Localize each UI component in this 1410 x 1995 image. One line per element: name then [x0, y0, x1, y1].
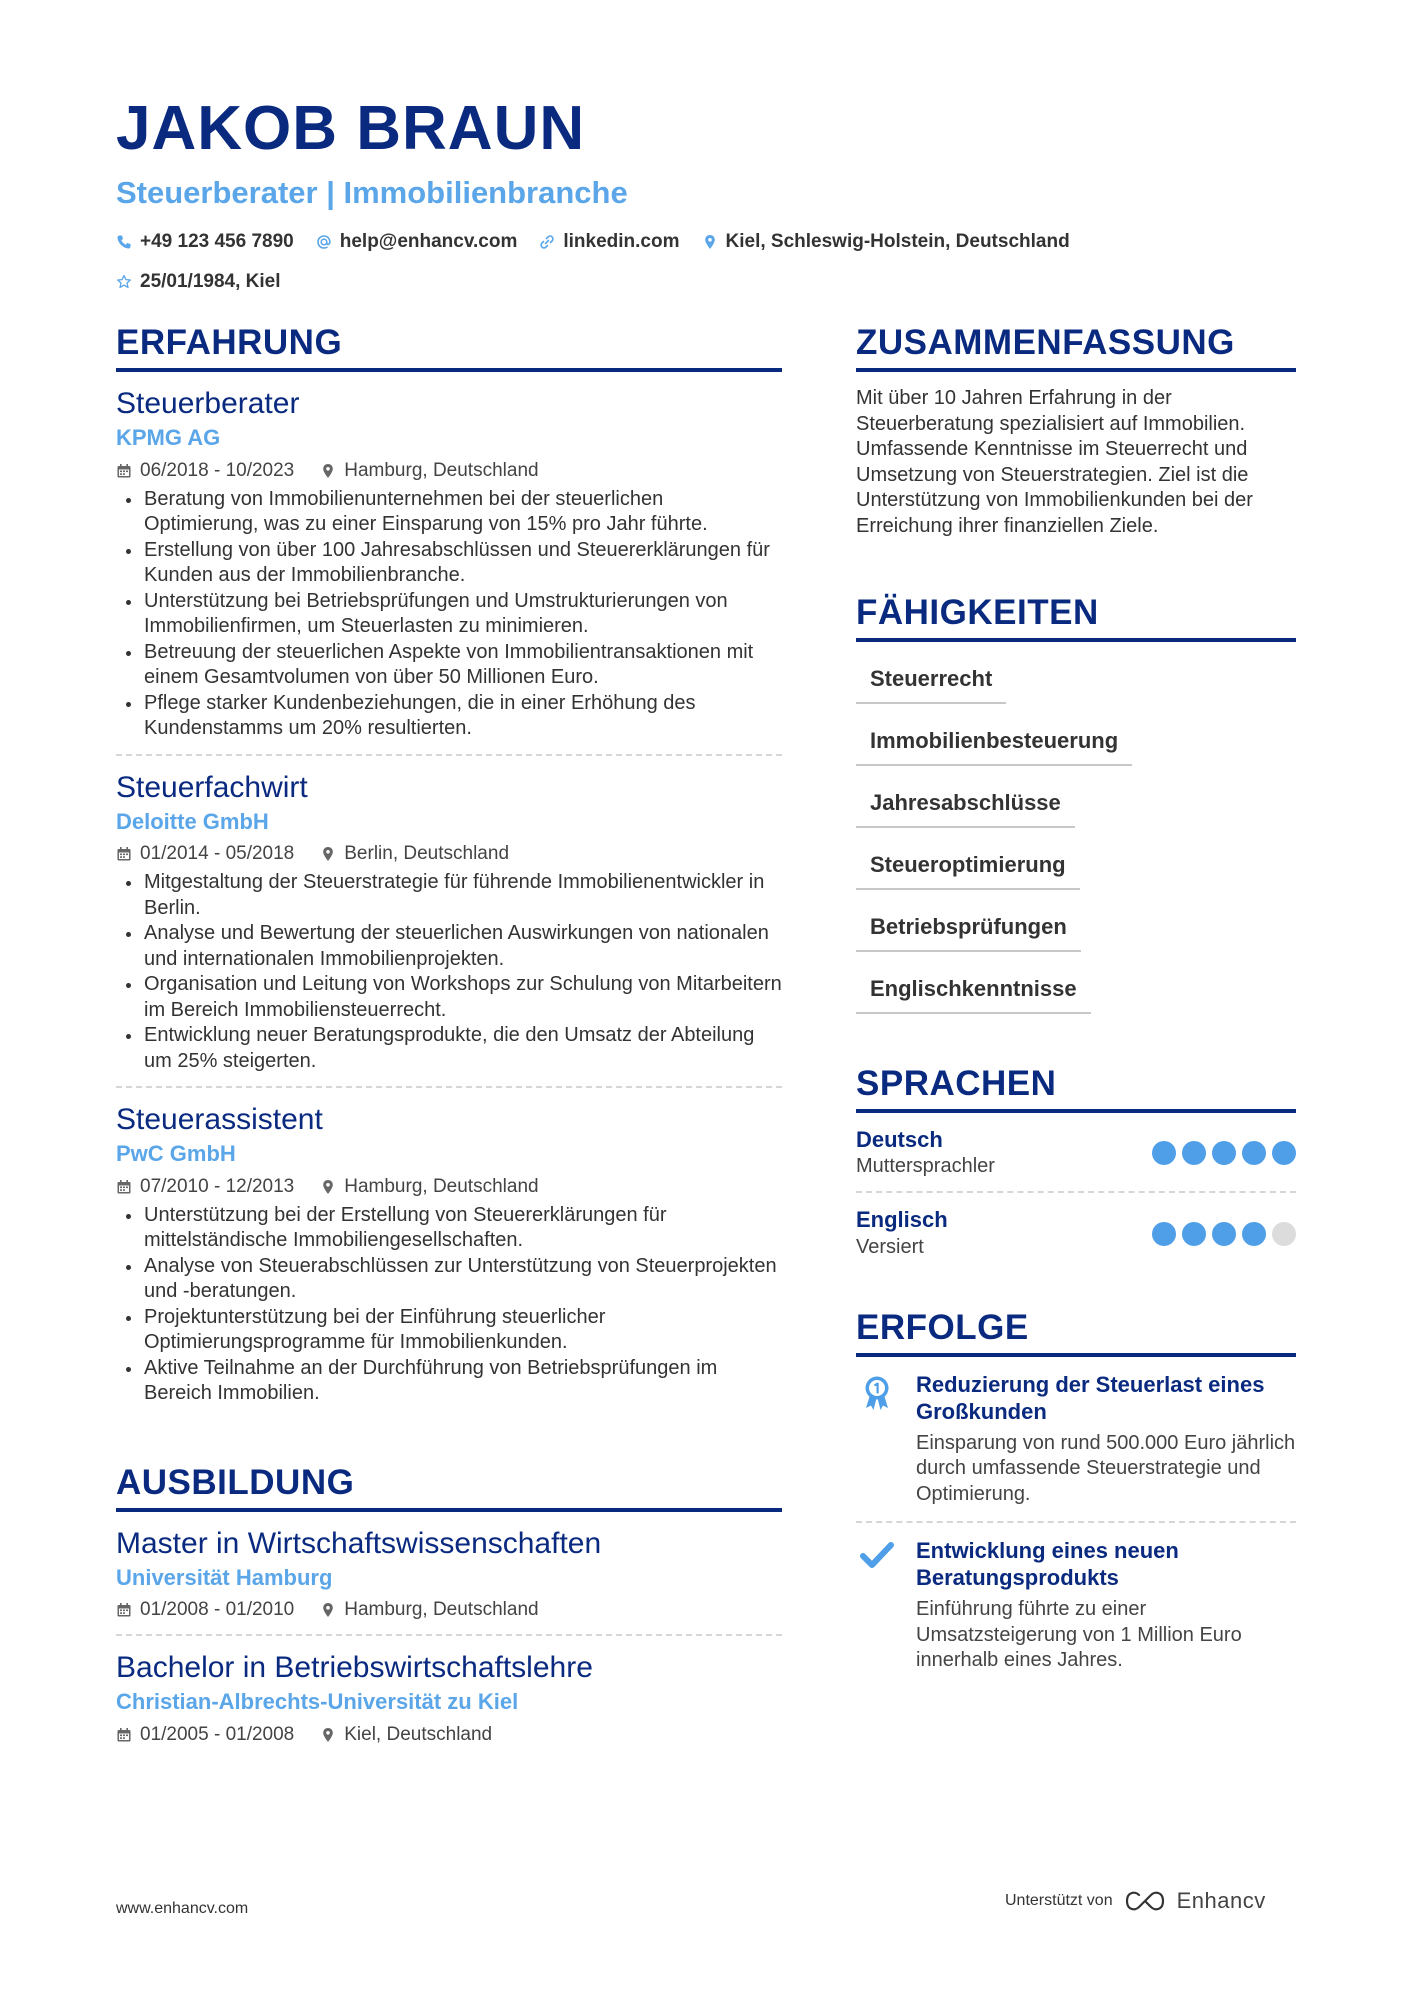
birth-text: 25/01/1984, Kiel	[140, 271, 281, 292]
job-bullets	[116, 870, 782, 1074]
achievement-description: Einsparung von rund 500.000 Euro jährlich durch umfassende Steuerstrategie und Optimierung.	[916, 1431, 1296, 1505]
job-meta	[116, 1175, 782, 1199]
right-column	[856, 325, 1296, 1688]
language-name: Englisch	[856, 1207, 948, 1233]
calendar-icon	[116, 1602, 132, 1618]
language-rating	[1152, 1222, 1296, 1246]
contact-linkedin[interactable]	[539, 230, 679, 254]
achievement-entry	[856, 1357, 1296, 1522]
job-dates: 01/2014 - 05/2018	[140, 843, 295, 865]
rating-dot	[1242, 1222, 1266, 1246]
rating-dot	[1182, 1141, 1206, 1165]
location-text: Kiel, Schleswig-Holstein, Deutschland	[725, 231, 1070, 252]
rating-dot	[1242, 1141, 1266, 1165]
education-entry	[116, 1512, 782, 1635]
experience-heading: ERFAHRUNG	[116, 325, 782, 372]
map-pin-icon	[320, 1602, 336, 1618]
skills-list	[856, 660, 1296, 1014]
calendar-icon	[116, 846, 132, 862]
contact-email[interactable]	[316, 230, 518, 254]
education-location: Kiel, Deutschland	[344, 1723, 493, 1745]
at-sign-icon	[316, 234, 332, 250]
bullet-item: Mitgestaltung der Steuerstrategie für führende Immobilienentwickler in Berlin.	[116, 870, 782, 921]
job-location: Berlin, Deutschland	[344, 843, 510, 865]
bullet-item: Organisation und Leitung von Workshops zur Schulung von Mitarbeitern im Bereich Immobiliensteuerrecht.	[116, 972, 782, 1023]
email-text: help@enhancv.com	[339, 231, 518, 252]
skill-tag: Jahresabschlüsse	[856, 784, 1075, 828]
candidate-title: Steuerberater | Immobilienbranche	[116, 175, 628, 210]
achievements-heading: ERFOLGE	[856, 1310, 1296, 1357]
skill-tag: Betriebsprüfungen	[856, 908, 1081, 952]
achievement-description: Einführung führte zu einer Umsatzsteigerung von 1 Million Euro innerhalb eines Jahres.	[916, 1598, 1242, 1672]
job-dates: 06/2018 - 10/2023	[140, 459, 295, 481]
achievement-title: Reduzierung der Steuerlast eines Großkunden	[916, 1371, 1265, 1424]
contact-location	[702, 230, 1070, 254]
powered-by-label: Unterstützt von	[1005, 1892, 1113, 1909]
language-entry	[856, 1191, 1296, 1271]
checkmark-icon	[860, 1541, 894, 1569]
map-pin-icon	[320, 1179, 336, 1195]
rating-dot	[1182, 1222, 1206, 1246]
degree-title: Bachelor in Betriebswirtschaftslehre	[116, 1651, 593, 1685]
bullet-item: Projektunterstützung bei der Einführung steuerlicher Optimierungsprogramme für Immobilienkunden.	[116, 1305, 782, 1356]
skill-tag: Immobilienbesteuerung	[856, 722, 1132, 766]
brand-name: Enhancv	[1176, 1888, 1266, 1913]
achievement-entry	[856, 1521, 1296, 1688]
education-dates: 01/2008 - 01/2010	[140, 1599, 295, 1621]
education-meta	[116, 1598, 782, 1622]
linkedin-text: linkedin.com	[563, 231, 680, 252]
job-location: Hamburg, Deutschland	[344, 1175, 539, 1197]
bullet-item: Aktive Teilnahme an der Durchführung von Betriebsprüfungen im Bereich Immobilien.	[116, 1356, 782, 1407]
education-meta	[116, 1723, 782, 1747]
job-bullets	[116, 1203, 782, 1407]
award-ribbon-icon	[861, 1375, 893, 1411]
contact-birth	[116, 270, 281, 294]
rating-dot	[1272, 1141, 1296, 1165]
map-pin-icon	[320, 1727, 336, 1743]
bullet-item: Entwicklung neuer Beratungsprodukte, die den Umsatz der Abteilung um 25% steigerten.	[116, 1023, 782, 1074]
language-level: Muttersprachler	[856, 1155, 995, 1178]
calendar-icon	[116, 1179, 132, 1195]
candidate-name: JAKOB BRAUN	[116, 94, 586, 163]
star-icon	[116, 274, 132, 290]
job-company: PwC GmbH	[116, 1141, 236, 1167]
school-name: Universität Hamburg	[116, 1564, 333, 1590]
map-pin-icon	[702, 234, 718, 250]
phone-icon	[116, 234, 132, 250]
job-role: Steuerfachwirt	[116, 770, 308, 804]
school-name: Christian-Albrechts-Universität zu Kiel	[116, 1689, 519, 1715]
job-role: Steuerberater	[116, 387, 300, 420]
bullet-item: Unterstützung bei Betriebsprüfungen und Umstrukturierungen von Immobilienfirmen, um Steuerlasten zu minimieren.	[116, 589, 782, 640]
skill-tag: Steuerrecht	[856, 660, 1006, 704]
education-dates: 01/2005 - 01/2008	[140, 1723, 295, 1745]
enhancv-logo-icon	[1123, 1888, 1167, 1914]
bullet-item: Unterstützung bei der Erstellung von Steuererklärungen für mittelständische Immobiliengesellschaften.	[116, 1203, 782, 1254]
calendar-icon	[116, 463, 132, 479]
left-column	[116, 325, 782, 1759]
language-rating	[1152, 1141, 1296, 1165]
rating-dot	[1152, 1141, 1176, 1165]
bullet-item: Analyse von Steuerabschlüssen zur Unterstützung von Steuerprojekten und -beratungen.	[116, 1254, 782, 1305]
map-pin-icon	[320, 463, 336, 479]
footer-website[interactable]: www.enhancv.com	[116, 1900, 249, 1917]
language-entry	[856, 1113, 1296, 1191]
calendar-icon	[116, 1727, 132, 1743]
bullet-item: Betreuung der steuerlichen Aspekte von Immobilientransaktionen mit einem Gesamtvolumen von über 50 Millionen Euro.	[116, 640, 782, 691]
achievement-title: Entwicklung eines neuen Beratungsprodukts	[916, 1538, 1179, 1591]
contact-bar	[116, 230, 1316, 294]
rating-dot	[1152, 1222, 1176, 1246]
education-entry	[116, 1634, 782, 1759]
experience-entry	[116, 372, 782, 754]
rating-dot	[1212, 1222, 1236, 1246]
skill-tag: Englischkenntnisse	[856, 970, 1091, 1014]
job-meta	[116, 459, 782, 483]
experience-entry	[116, 1086, 782, 1419]
bullet-item: Analyse und Bewertung der steuerlichen Auswirkungen von nationalen und internationalen Immobilienprojekten.	[116, 921, 782, 972]
link-icon	[539, 234, 555, 250]
languages-heading: SPRACHEN	[856, 1066, 1296, 1113]
map-pin-icon	[320, 846, 336, 862]
job-meta	[116, 842, 782, 866]
education-location: Hamburg, Deutschland	[344, 1599, 539, 1621]
experience-entry	[116, 754, 782, 1087]
job-role: Steuerassistent	[116, 1103, 323, 1137]
job-location: Hamburg, Deutschland	[344, 459, 539, 481]
footer-branding[interactable]	[1005, 1888, 1266, 1914]
degree-title: Master in Wirtschaftswissenschaften	[116, 1526, 602, 1560]
skill-tag: Steueroptimierung	[856, 846, 1080, 890]
contact-phone[interactable]	[116, 230, 294, 254]
summary-heading: ZUSAMMENFASSUNG	[856, 325, 1296, 372]
education-heading: AUSBILDUNG	[116, 1465, 782, 1512]
rating-dot	[1272, 1222, 1296, 1246]
summary-text: Mit über 10 Jahren Erfahrung in der Steuerberatung spezialisiert auf Immobilien. Umfassende Kenntnisse im Steuerrecht und Umsetzung von Steuerstrategien. Ziel ist die Unterstützung von Immobilienkunden bei der Erreichung ihrer finanziellen Ziele.	[856, 387, 1253, 537]
phone-text: +49 123 456 7890	[140, 231, 294, 252]
job-company: Deloitte GmbH	[116, 808, 269, 834]
bullet-item: Pflege starker Kundenbeziehungen, die in einer Erhöhung des Kundenstamms um 20% resultierten.	[116, 691, 782, 742]
job-bullets	[116, 487, 782, 742]
skills-heading: FÄHIGKEITEN	[856, 595, 1296, 642]
language-name: Deutsch	[856, 1127, 943, 1152]
language-level: Versiert	[856, 1235, 924, 1258]
job-dates: 07/2010 - 12/2013	[140, 1175, 295, 1197]
rating-dot	[1212, 1141, 1236, 1165]
bullet-item: Erstellung von über 100 Jahresabschlüssen und Steuererklärungen für Kunden aus der Immobilienbranche.	[116, 538, 782, 589]
job-company: KPMG AG	[116, 425, 221, 450]
bullet-item: Beratung von Immobilienunternehmen bei der steuerlichen Optimierung, was zu einer Einsparung von 15% pro Jahr führte.	[116, 487, 782, 538]
